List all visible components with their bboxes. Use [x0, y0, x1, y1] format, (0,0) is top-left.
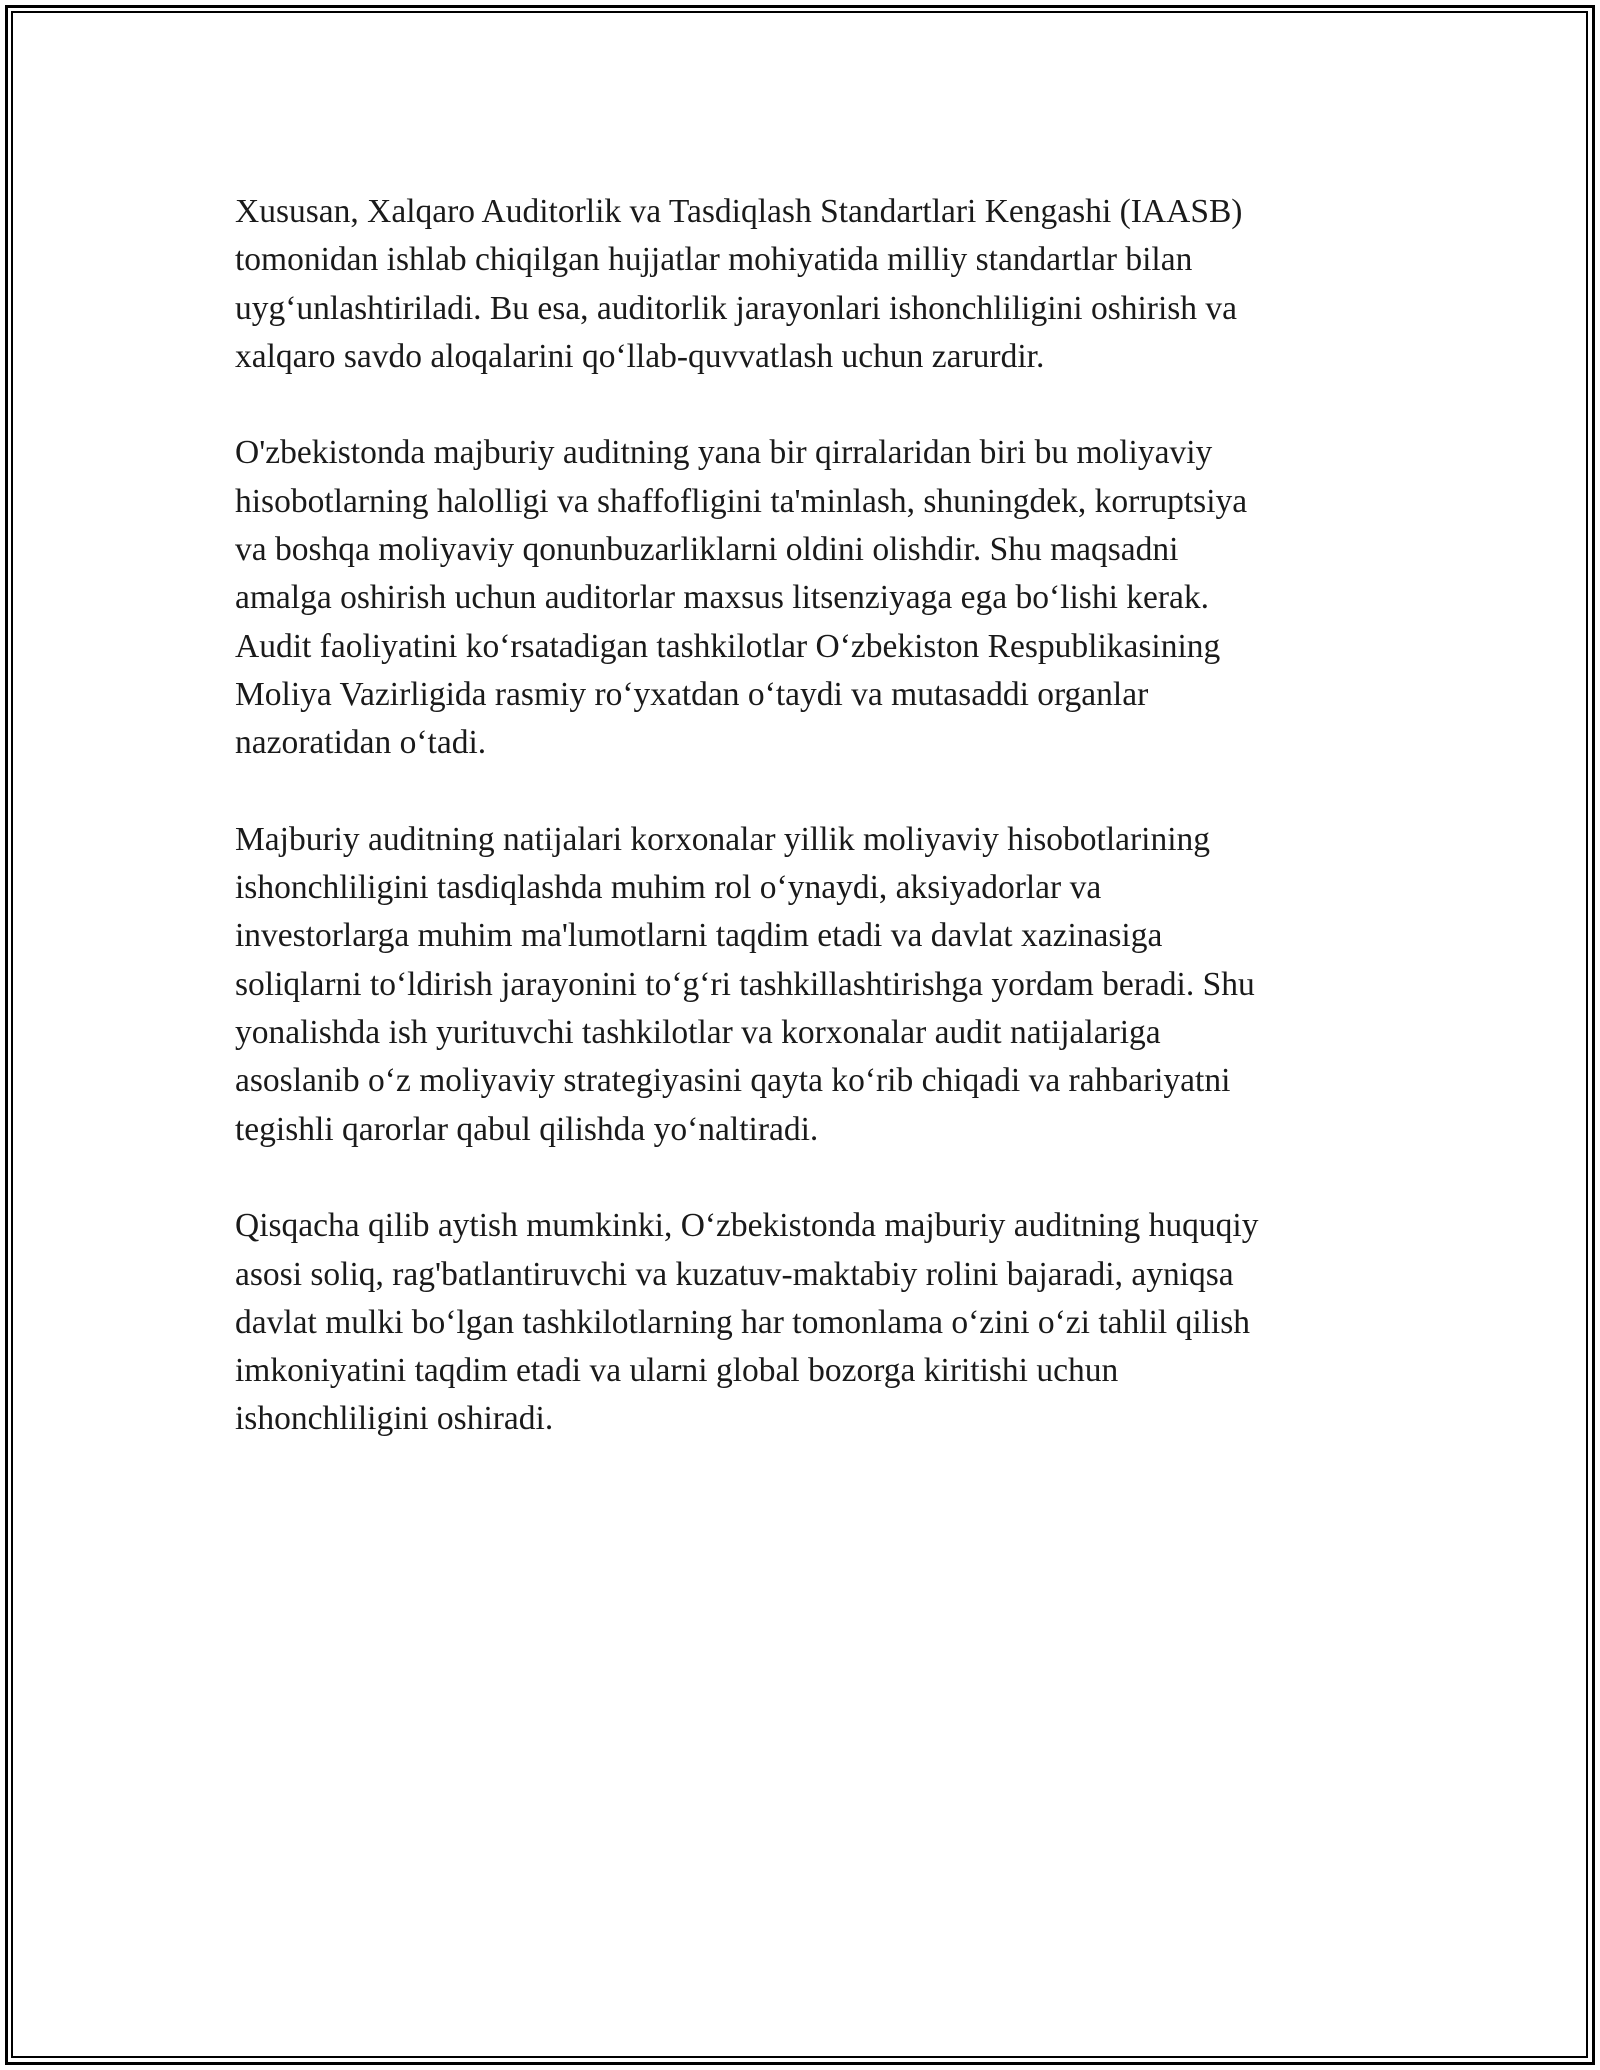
text-line: xalqaro savdo aloqalarini qoʻllab-quvvatlash uchun zarurdir. — [235, 337, 1045, 375]
text-line: Xususan, Xalqaro Auditorlik va Tasdiqlash Standartlari Kengashi (IAASB) — [235, 193, 1243, 230]
text-line: ishonchliligini oshiradi. — [235, 1400, 554, 1438]
text-line: hisobotlarning halolligi va shaffofligini ta'minlash, shuningdek, korruptsiya — [235, 482, 1248, 520]
text-line: asosi soliq, rag'batlantiruvchi va kuzatuv-maktabiy rolini bajaradi, ayniqsa — [235, 1255, 1234, 1293]
text-line: yonalishda ish yurituvchi tashkilotlar va korxonalar audit natijalariga — [235, 1014, 1161, 1052]
text-line: davlat mulki boʻlgan tashkilotlarning har tomonlama oʻzini oʻzi tahlil qilish — [235, 1303, 1251, 1341]
text-line: asoslanib oʻz moliyaviy strategiyasini qayta koʻrib chiqadi va rahbariyatni — [235, 1062, 1231, 1100]
paragraph-3 — [235, 816, 1365, 1154]
paragraph-2 — [235, 429, 1365, 767]
text-line: investorlarga muhim ma'lumotlarni taqdim etadi va davlat xazinasiga — [235, 917, 1163, 955]
text-line: ishonchliligini tasdiqlashda muhim rol oʻynaydi, aksiyadorlar va — [235, 869, 1102, 907]
text-line: O'zbekistonda majburiy auditning yana bir qirralaridan biri bu moliyaviy — [235, 434, 1213, 472]
document-body — [235, 188, 1365, 1492]
text-line: tomonidan ishlab chiqilgan hujjatlar mohiyatida milliy standartlar bilan — [235, 241, 1193, 279]
text-line: Majburiy auditning natijalari korxonalar yillik moliyaviy hisobotlarining — [235, 820, 1211, 858]
text-line: soliqlarni toʻldirish jarayonini toʻgʻri tashkillashtirishga yordam beradi. Shu — [235, 965, 1255, 1003]
paragraph-1 — [235, 188, 1365, 381]
text-line: uygʻunlashtiriladi. Bu esa, auditorlik jarayonlari ishonchliligini oshirish va — [235, 289, 1238, 327]
text-line: Audit faoliyatini koʻrsatadigan tashkilotlar Oʻzbekiston Respublikasining — [235, 627, 1221, 665]
text-line: va boshqa moliyaviy qonunbuzarliklarni oldini olishdir. Shu maqsadni — [235, 531, 1179, 569]
text-line: nazoratidan oʻtadi. — [235, 724, 487, 762]
text-line: amalga oshirish uchun auditorlar maxsus litsenziyaga ega boʻlishi kerak. — [235, 579, 1210, 617]
text-line: Moliya Vazirligida rasmiy roʻyxatdan oʻtaydi va mutasaddi organlar — [235, 675, 1149, 713]
text-line: Qisqacha qilib aytish mumkinki, Oʻzbekistonda majburiy auditning huquqiy — [235, 1207, 1259, 1245]
text-line: tegishli qarorlar qabul qilishda yoʻnaltiradi. — [235, 1110, 819, 1148]
paragraph-4 — [235, 1202, 1365, 1443]
text-line: imkoniyatini taqdim etadi va ularni global bozorga kiritishi uchun — [235, 1352, 1119, 1390]
